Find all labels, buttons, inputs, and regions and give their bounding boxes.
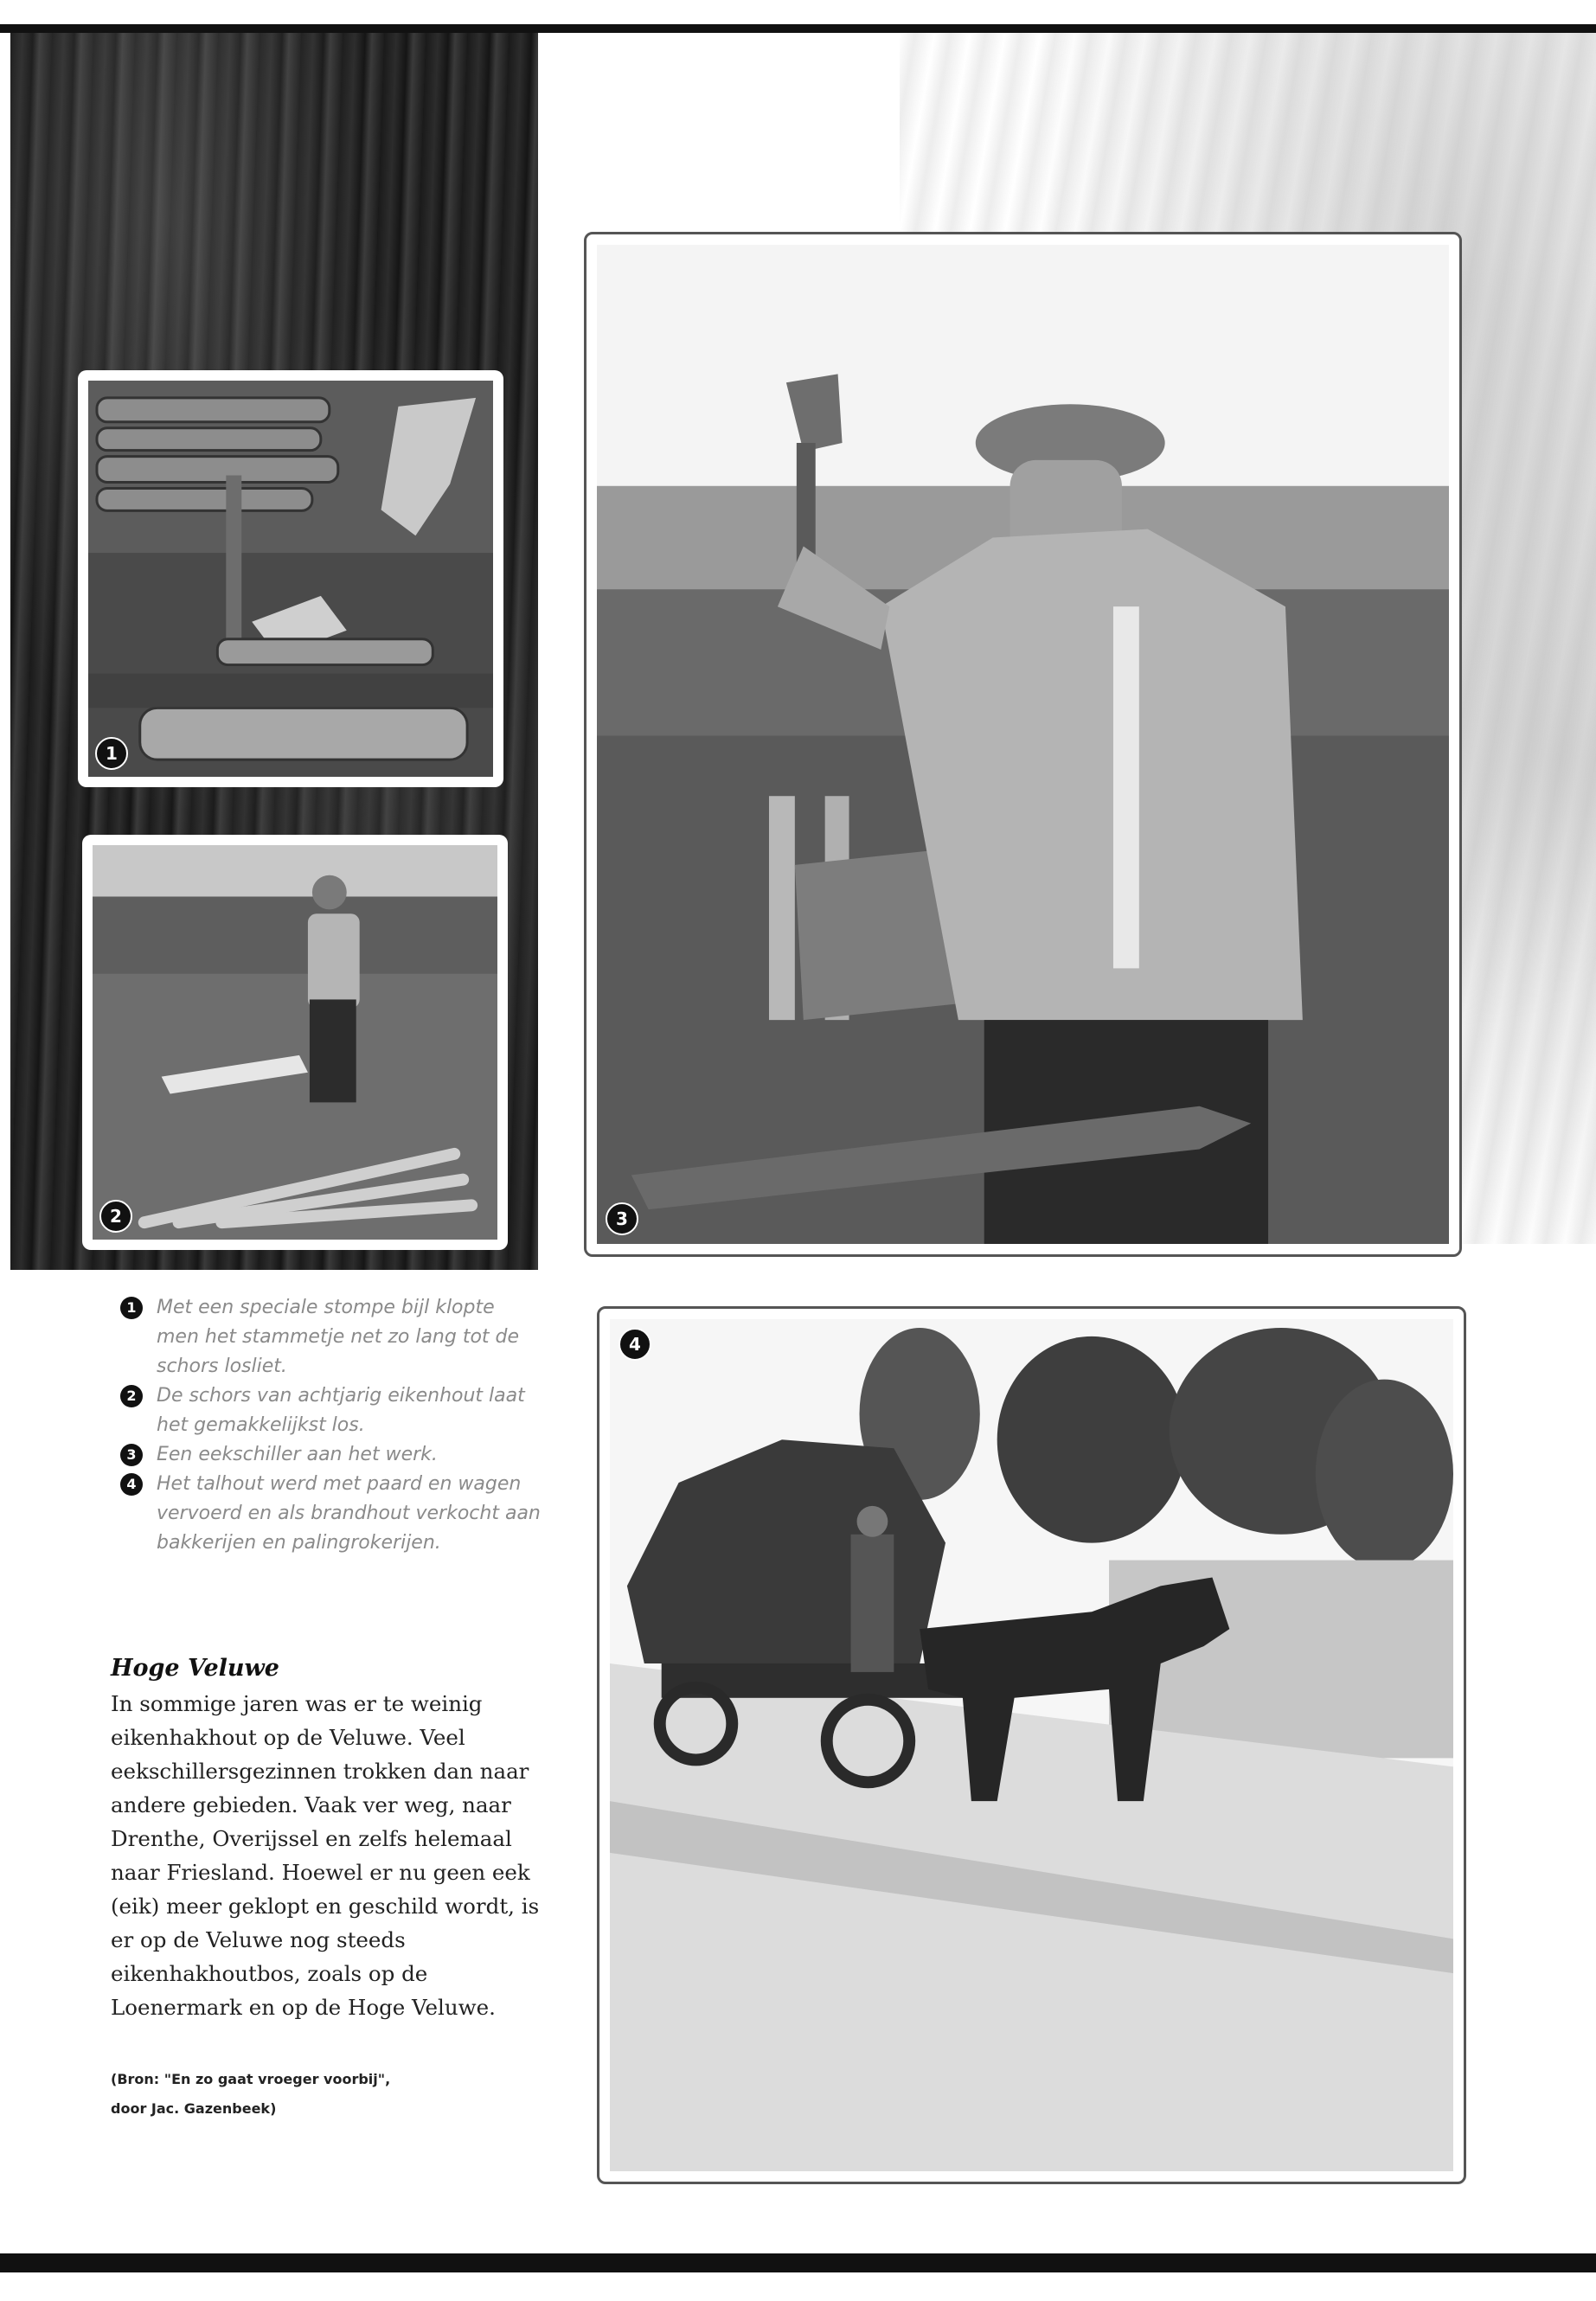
caption-3-number: 3 bbox=[120, 1444, 143, 1466]
source-line-1: (Bron: "En zo gaat vroeger voorbij", bbox=[111, 2071, 391, 2087]
caption-4-number: 4 bbox=[120, 1473, 143, 1496]
caption-4-text: Het talhout werd met paard en wagen vervoerd en als brandhout verkocht aan bakkerijen en palingrokerijen. bbox=[157, 1473, 541, 1554]
article-heading: Hoge Veluwe bbox=[111, 1655, 279, 1682]
bottom-rule bbox=[0, 2253, 1596, 2272]
photo-2-image bbox=[93, 845, 497, 1240]
photo-1-number-badge: 1 bbox=[95, 737, 128, 770]
photo-4-image bbox=[610, 1319, 1453, 2171]
caption-2 bbox=[117, 1381, 541, 1440]
top-rule bbox=[0, 24, 1596, 33]
photo-3 bbox=[584, 232, 1462, 1257]
photo-1-image bbox=[88, 381, 493, 777]
source-line-2: door Jac. Gazenbeek) bbox=[111, 2100, 277, 2117]
photo-3-number-badge: 3 bbox=[606, 1202, 638, 1235]
caption-3 bbox=[117, 1440, 541, 1470]
caption-1 bbox=[117, 1293, 541, 1381]
article bbox=[111, 1655, 543, 2024]
article-body: In sommige jaren was er te weinig eikenhakhout op de Veluwe. Veel eekschillersgezinnen trokken dan naar andere gebieden. Vaak ver weg, naar Drenthe, Overijssel en zelfs helemaal naar Friesland. Hoewel er nu geen eek (eik) meer geklopt en geschild wordt, is er op de Veluwe nog steeds eikenhakhoutbos, zoals op de Loenermark en op de Hoge Veluwe. bbox=[111, 1691, 540, 2020]
photo-captions bbox=[117, 1293, 541, 1558]
caption-1-text: Met een speciale stompe bijl klopte men het stammetje net zo lang tot de schors losliet. bbox=[157, 1297, 520, 1377]
photo-4 bbox=[597, 1306, 1466, 2184]
photo-3-image bbox=[597, 245, 1449, 1244]
caption-1-number: 1 bbox=[120, 1297, 143, 1319]
caption-2-text: De schors van achtjarig eikenhout laat het gemakkelijkst los. bbox=[157, 1385, 525, 1436]
photo-2 bbox=[82, 835, 508, 1250]
caption-2-number: 2 bbox=[120, 1385, 143, 1407]
caption-4 bbox=[117, 1470, 541, 1558]
photo-1 bbox=[78, 370, 503, 787]
photo-4-number-badge: 4 bbox=[619, 1328, 651, 1361]
caption-3-text: Een eekschiller aan het werk. bbox=[157, 1444, 438, 1465]
source-credit bbox=[111, 2065, 543, 2124]
photo-2-number-badge: 2 bbox=[99, 1200, 132, 1233]
